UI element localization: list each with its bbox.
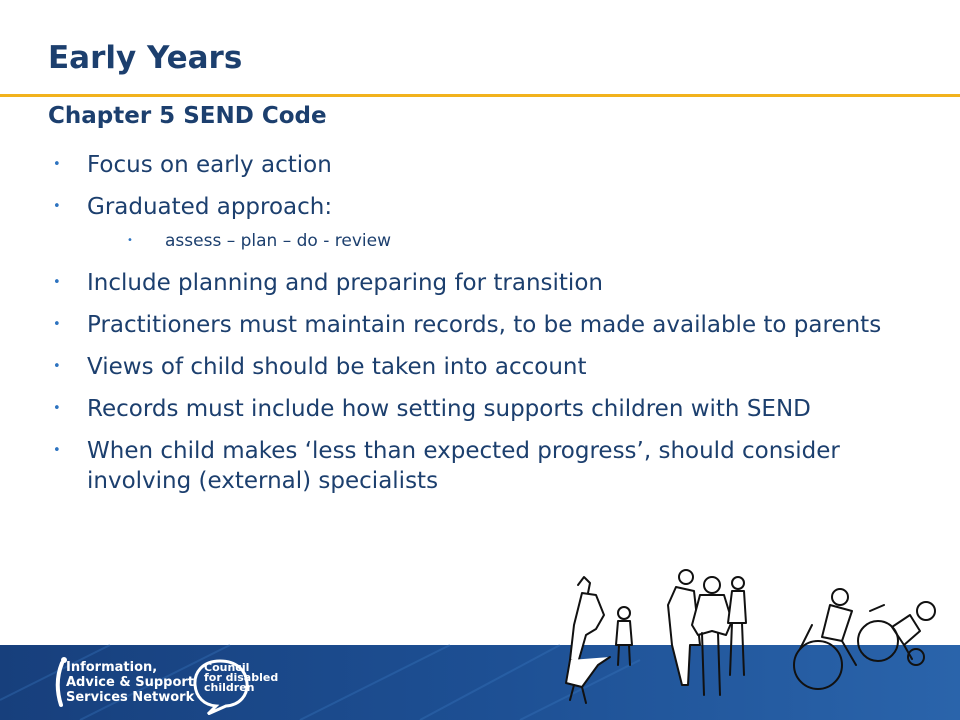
iasn-line-3: Services Network (66, 690, 195, 705)
bullet-text: assess – plan – do - review (165, 231, 391, 251)
bullet-dot-icon: • (53, 317, 61, 332)
bullet-text: Graduated approach: (87, 194, 333, 220)
bullet-text: Focus on early action (87, 152, 332, 178)
bullet-text: Include planning and preparing for transition (87, 270, 603, 296)
bullet-text: Practitioners must maintain records, to be made available to parents (87, 312, 882, 338)
iasn-logo (52, 655, 202, 710)
bullet-dot-icon: • (53, 359, 61, 374)
bullet-dot-icon: • (53, 199, 61, 214)
adult-with-child-figure (566, 577, 632, 703)
bullet-dot-icon: • (53, 157, 61, 172)
bullet-text: Records must include how setting supports children with SEND (87, 396, 811, 422)
cdc-line-2: for disabled (204, 671, 279, 684)
bullet-text: Views of child should be taken into account (87, 354, 587, 380)
cdc-line-1: Council (204, 661, 250, 674)
bullet-dot-icon: • (53, 401, 61, 416)
iasn-logo-text (66, 660, 194, 705)
bullet-dot-icon: • (127, 235, 133, 246)
bullet-dot-icon: • (53, 275, 61, 290)
slide-subtitle: Chapter 5 SEND Code (48, 103, 327, 129)
cdc-logo-text (204, 663, 278, 693)
people-and-wheelchair-users-illustration (560, 565, 950, 715)
cdc-line-3: children (204, 681, 255, 694)
slide-title: Early Years (48, 40, 243, 76)
cdc-logo (190, 655, 300, 715)
bullet-text: When child makes ‘less than expected progress’, should consider involving (external) specialists (87, 438, 840, 494)
wheelchair-users-figure (794, 589, 935, 689)
bullet-dot-icon: • (53, 443, 61, 458)
iasn-line-2: Advice & Support (66, 675, 194, 690)
standing-adults-figure (668, 570, 746, 695)
iasn-line-1: Information, (66, 660, 158, 675)
